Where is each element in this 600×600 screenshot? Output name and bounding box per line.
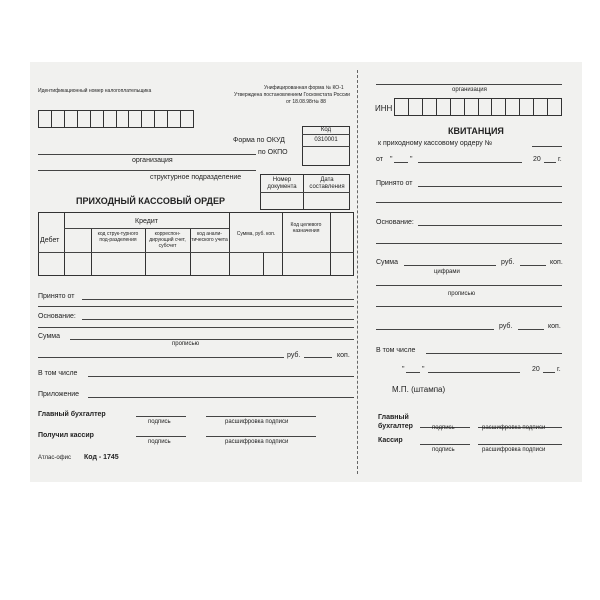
chief-signature-line[interactable] <box>136 416 186 417</box>
doc-number-label: Номер документа <box>267 177 297 190</box>
debit-header: Дебет <box>40 237 60 244</box>
chief-signature-caption: подпись <box>148 419 171 425</box>
right-in-words-label: прописью <box>448 291 476 297</box>
okud-label: Форма по ОКУД <box>233 137 285 144</box>
quote-open-2: " <box>402 366 405 373</box>
right-basis-label: Основание: <box>376 219 414 226</box>
right-received-from-label: Принято от <box>376 180 413 187</box>
approved-date-note: от 18.08.98г№ 88 <box>286 99 326 105</box>
digits-label: цифрами <box>434 269 460 275</box>
org-line[interactable] <box>38 154 256 155</box>
receipt-year-line[interactable] <box>544 162 556 163</box>
right-cashier-signature-caption: подпись <box>432 447 455 453</box>
sum-line[interactable] <box>70 339 354 340</box>
right-received-from-line[interactable] <box>418 186 562 187</box>
code-header: Код <box>320 127 332 133</box>
right-basis-line[interactable] <box>418 225 562 226</box>
right-sum-digits-line[interactable] <box>404 265 496 266</box>
basis-label: Основание: <box>38 313 76 320</box>
right-kop-label-2: коп. <box>548 323 561 330</box>
stamp-label: М.П. (штампа) <box>392 385 446 394</box>
right-rub-label: руб. <box>501 259 515 266</box>
rub-label: руб. <box>287 352 301 359</box>
credit-header: Кредит <box>135 218 158 225</box>
cashier-signature-caption: подпись <box>148 439 171 445</box>
receipt-month-line[interactable] <box>418 162 522 163</box>
received-from-label: Принято от <box>38 293 75 300</box>
right-sum-label: Сумма <box>376 259 398 266</box>
cashier-decode-caption: расшифровка подписи <box>225 439 289 445</box>
receipt-title: КВИТАНЦИЯ <box>448 126 504 136</box>
received-from-line[interactable] <box>82 299 354 300</box>
right-chief-accountant-label-2: бухгалтер <box>378 423 413 430</box>
cashier-signature-line[interactable] <box>136 436 186 437</box>
chief-accountant-label: Главный бухгалтер <box>38 411 106 418</box>
right-inn-label: ИНН <box>375 104 393 113</box>
corr-account-header: корреспон-дирующий счет, субсчет <box>149 231 186 249</box>
right-chief-decode-caption: расшифровка подписи <box>482 425 546 431</box>
receipt-day-line[interactable] <box>394 162 408 163</box>
basis-line[interactable] <box>82 319 354 320</box>
receipt-year-suffix: г. <box>558 156 562 163</box>
right-inn-boxes[interactable] <box>394 98 562 116</box>
right-org-line[interactable] <box>376 84 562 85</box>
struct-line[interactable] <box>38 170 256 171</box>
right-including-label: В том числе <box>376 347 416 354</box>
received-cashier-label: Получил кассир <box>38 432 94 439</box>
purpose-code-header: Код целевого назначения <box>290 222 322 234</box>
form-code-label: Код - 1745 <box>84 454 119 461</box>
receipt-year-prefix: 20 <box>533 156 541 163</box>
right-cashier-decode-caption: расшифровка подписи <box>482 447 546 453</box>
quote-close-2: " <box>422 366 425 373</box>
right-sum-words-line[interactable] <box>376 285 562 286</box>
cashier-decode-line[interactable] <box>206 436 316 437</box>
right-year-prefix: 20 <box>532 366 540 373</box>
inn-label: Идентификационный номер налогоплательщика <box>38 88 152 94</box>
inn-boxes[interactable] <box>38 110 194 128</box>
cut-line <box>357 70 358 474</box>
order-title: ПРИХОДНЫЙ КАССОВЫЙ ОРДЕР <box>76 196 225 206</box>
right-org-label: организация <box>452 87 487 93</box>
analytic-code-header: код анали-тического учета <box>191 231 228 243</box>
org-label: организация <box>132 157 173 164</box>
publisher-label: Атлас-офис <box>38 455 71 461</box>
sum-label: Сумма <box>38 333 60 340</box>
attachment-label: Приложение <box>38 391 80 398</box>
right-including-line[interactable] <box>426 353 562 354</box>
right-kop-label: коп. <box>550 259 563 266</box>
okpo-label: по ОКПО <box>258 149 288 156</box>
right-chief-signature-caption: подпись <box>432 425 455 431</box>
including-label: В том числе <box>38 370 78 377</box>
right-cashier-signature-line[interactable] <box>420 444 470 445</box>
sum-header: Сумма, руб. коп. <box>236 231 276 237</box>
receipt-from-label: от <box>376 156 383 163</box>
quote-open: " <box>390 156 393 163</box>
right-chief-accountant-label-1: Главный <box>378 414 409 421</box>
quote-close: " <box>410 156 413 163</box>
okud-code: 0310001 <box>314 137 338 143</box>
chief-decode-line[interactable] <box>206 416 316 417</box>
receipt-number-line[interactable] <box>532 146 562 147</box>
approved-note: Утверждена постановлением Госкомстата России <box>234 92 350 98</box>
right-year-line[interactable] <box>543 372 555 373</box>
doc-date-label: Дата составления <box>309 177 345 190</box>
kop-label: коп. <box>337 352 350 359</box>
right-year-suffix: г. <box>557 366 561 373</box>
attachment-line[interactable] <box>88 397 354 398</box>
right-cashier-decode-line[interactable] <box>478 444 562 445</box>
receipt-subtitle: к приходному кассовому ордеру № <box>378 140 493 147</box>
right-day-line[interactable] <box>406 372 420 373</box>
including-line[interactable] <box>88 376 354 377</box>
right-cashier-label: Кассир <box>378 437 403 444</box>
struct-label: структурное подразделение <box>150 174 242 181</box>
struct-code-header: код струк-турного под-разделения <box>97 231 139 243</box>
right-month-line[interactable] <box>428 372 520 373</box>
right-rub-label-2: руб. <box>499 323 513 330</box>
in-words-label: прописью <box>172 341 200 347</box>
chief-decode-caption: расшифровка подписи <box>225 419 289 425</box>
unified-form-note: Унифицированная форма № КО-1 <box>264 85 344 91</box>
